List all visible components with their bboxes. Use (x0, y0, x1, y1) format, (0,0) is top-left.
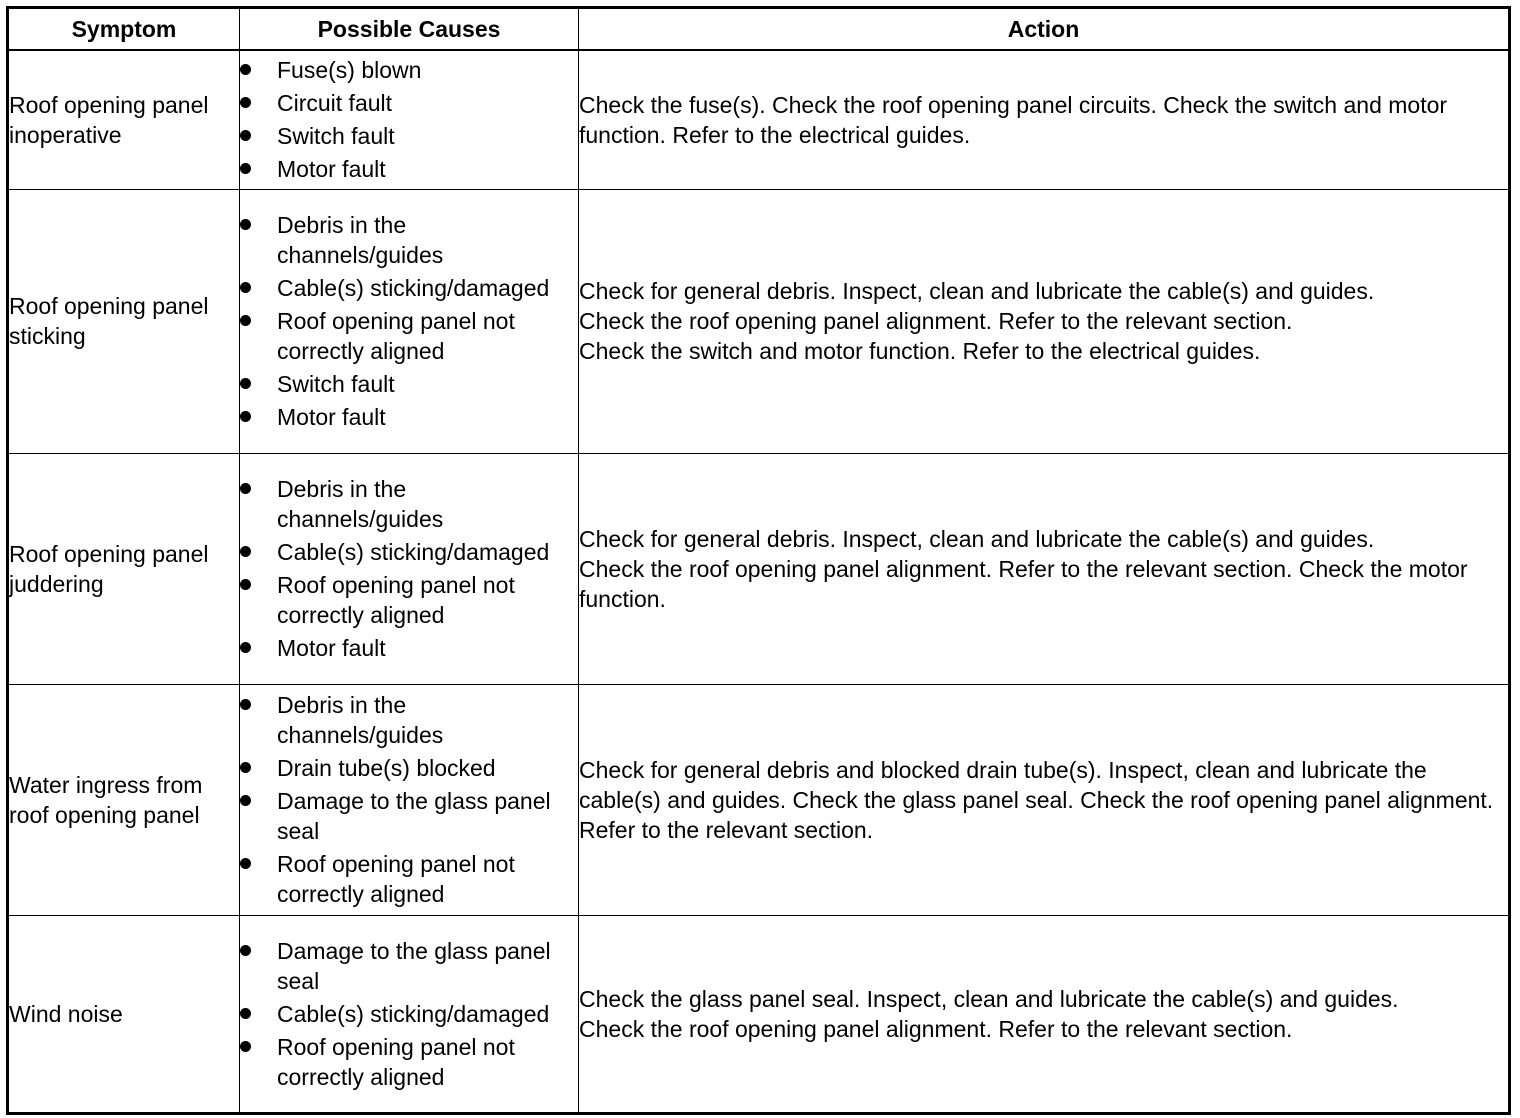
bullet-icon (240, 163, 251, 174)
bullet-icon (240, 219, 251, 230)
cause-text: Cable(s) sticking/damaged (277, 275, 550, 301)
cause-item (240, 55, 578, 85)
cause-item (240, 369, 578, 399)
causes-cell (240, 189, 579, 453)
action-cell (579, 453, 1510, 684)
cause-item (240, 210, 578, 270)
action-cell (579, 684, 1510, 915)
cause-text: Cable(s) sticking/damaged (277, 539, 550, 565)
symptom-cell: Roof opening panel juddering (8, 453, 240, 684)
header-causes: Possible Causes (240, 8, 579, 51)
cause-item (240, 690, 578, 750)
cause-text: Roof opening panel not correctly aligned (277, 851, 515, 907)
cause-item (240, 537, 578, 567)
causes-list (240, 936, 578, 1092)
cause-text: Motor fault (277, 635, 386, 661)
bullet-icon (240, 795, 251, 806)
cause-text: Roof opening panel not correctly aligned (277, 1033, 515, 1090)
table-row (8, 453, 1510, 684)
action-text: Check for general debris. Inspect, clean and lubricate the cable(s) and guides. (579, 525, 1375, 552)
cause-item (240, 786, 578, 846)
cause-item (240, 402, 578, 432)
table-row (8, 684, 1510, 915)
causes-list (240, 55, 578, 184)
action-text: Check for general debris. Inspect, clean and lubricate the cable(s) and guides. (579, 278, 1375, 304)
action-cell (579, 189, 1510, 453)
bullet-icon (240, 64, 251, 75)
bullet-icon (240, 282, 251, 293)
action-text: Check the roof opening panel alignment. Refer to the relevant section. Check the motor function. (579, 555, 1468, 612)
action-text: Check the glass panel seal. Inspect, clean and lubricate the cable(s) and guides. (579, 985, 1399, 1012)
action-cell (579, 915, 1510, 1113)
cause-text: Roof opening panel not correctly aligned (277, 308, 515, 364)
cause-text: Motor fault (277, 404, 386, 430)
cause-text: Switch fault (277, 371, 395, 397)
bullet-icon (240, 858, 251, 869)
cause-item (240, 306, 578, 366)
cause-item (240, 273, 578, 303)
action-text: Check the roof opening panel alignment. Refer to the relevant section. (579, 308, 1293, 334)
cause-text: Drain tube(s) blocked (277, 755, 496, 781)
cause-item (240, 121, 578, 151)
action-text: Check the switch and motor function. Refer to the electrical guides. (579, 338, 1261, 364)
header-action: Action (579, 8, 1510, 51)
action-text: Check for general debris and blocked drain tube(s). Inspect, clean and lubricate the cable(s) and guides. Check the glass panel seal. Check the roof opening panel alignment. Refer to the relevant section. (579, 756, 1494, 843)
bullet-icon (240, 315, 251, 326)
causes-list (240, 210, 578, 432)
bullet-icon (240, 546, 251, 557)
bullet-icon (240, 378, 251, 389)
cause-text: Cable(s) sticking/damaged (277, 1000, 550, 1027)
symptom-cell: Water ingress from roof opening panel (8, 684, 240, 915)
table-row (8, 915, 1510, 1113)
cause-text: Motor fault (277, 156, 386, 183)
cause-item (240, 1032, 578, 1092)
bullet-icon (240, 945, 251, 956)
cause-item (240, 570, 578, 630)
cause-item (240, 88, 578, 118)
bullet-icon (240, 483, 251, 494)
bullet-icon (240, 97, 251, 108)
bullet-icon (240, 1008, 251, 1019)
cause-text: Damage to the glass panel seal (277, 788, 551, 844)
symptom-cell: Roof opening panel sticking (8, 189, 240, 453)
cause-text: Damage to the glass panel seal (277, 937, 551, 994)
cause-item (240, 999, 578, 1029)
action-text: Check the roof opening panel alignment. Refer to the relevant section. (579, 1015, 1293, 1042)
cause-text: Debris in the channels/guides (277, 212, 444, 268)
causes-list (240, 690, 578, 909)
cause-text: Debris in the channels/guides (277, 476, 444, 532)
cause-item (240, 633, 578, 663)
causes-cell (240, 915, 579, 1113)
cause-item (240, 849, 578, 909)
header-row (8, 8, 1510, 51)
diagnosis-table (6, 6, 1511, 1115)
bullet-icon (240, 762, 251, 773)
cause-text: Debris in the channels/guides (277, 692, 444, 748)
bullet-icon (240, 579, 251, 590)
bullet-icon (240, 411, 251, 422)
table-row (8, 50, 1510, 189)
header-symptom: Symptom (8, 8, 240, 51)
cause-item (240, 474, 578, 534)
bullet-icon (240, 1041, 251, 1052)
bullet-icon (240, 642, 251, 653)
cause-text: Roof opening panel not correctly aligned (277, 572, 515, 628)
cause-text: Fuse(s) blown (277, 57, 422, 84)
causes-cell (240, 50, 579, 189)
cause-text: Switch fault (277, 123, 395, 150)
action-text: Check the fuse(s). Check the roof opening panel circuits. Check the switch and motor function. Refer to the electrical guides. (579, 91, 1448, 148)
cause-item (240, 753, 578, 783)
cause-text: Circuit fault (277, 90, 393, 117)
bullet-icon (240, 699, 251, 710)
causes-cell (240, 684, 579, 915)
causes-cell (240, 453, 579, 684)
symptom-cell: Wind noise (8, 915, 240, 1113)
table-row (8, 189, 1510, 453)
cause-item (240, 936, 578, 996)
symptom-cell: Roof opening panel inoperative (8, 50, 240, 189)
bullet-icon (240, 130, 251, 141)
action-cell (579, 50, 1510, 189)
cause-item (240, 154, 578, 184)
causes-list (240, 474, 578, 663)
